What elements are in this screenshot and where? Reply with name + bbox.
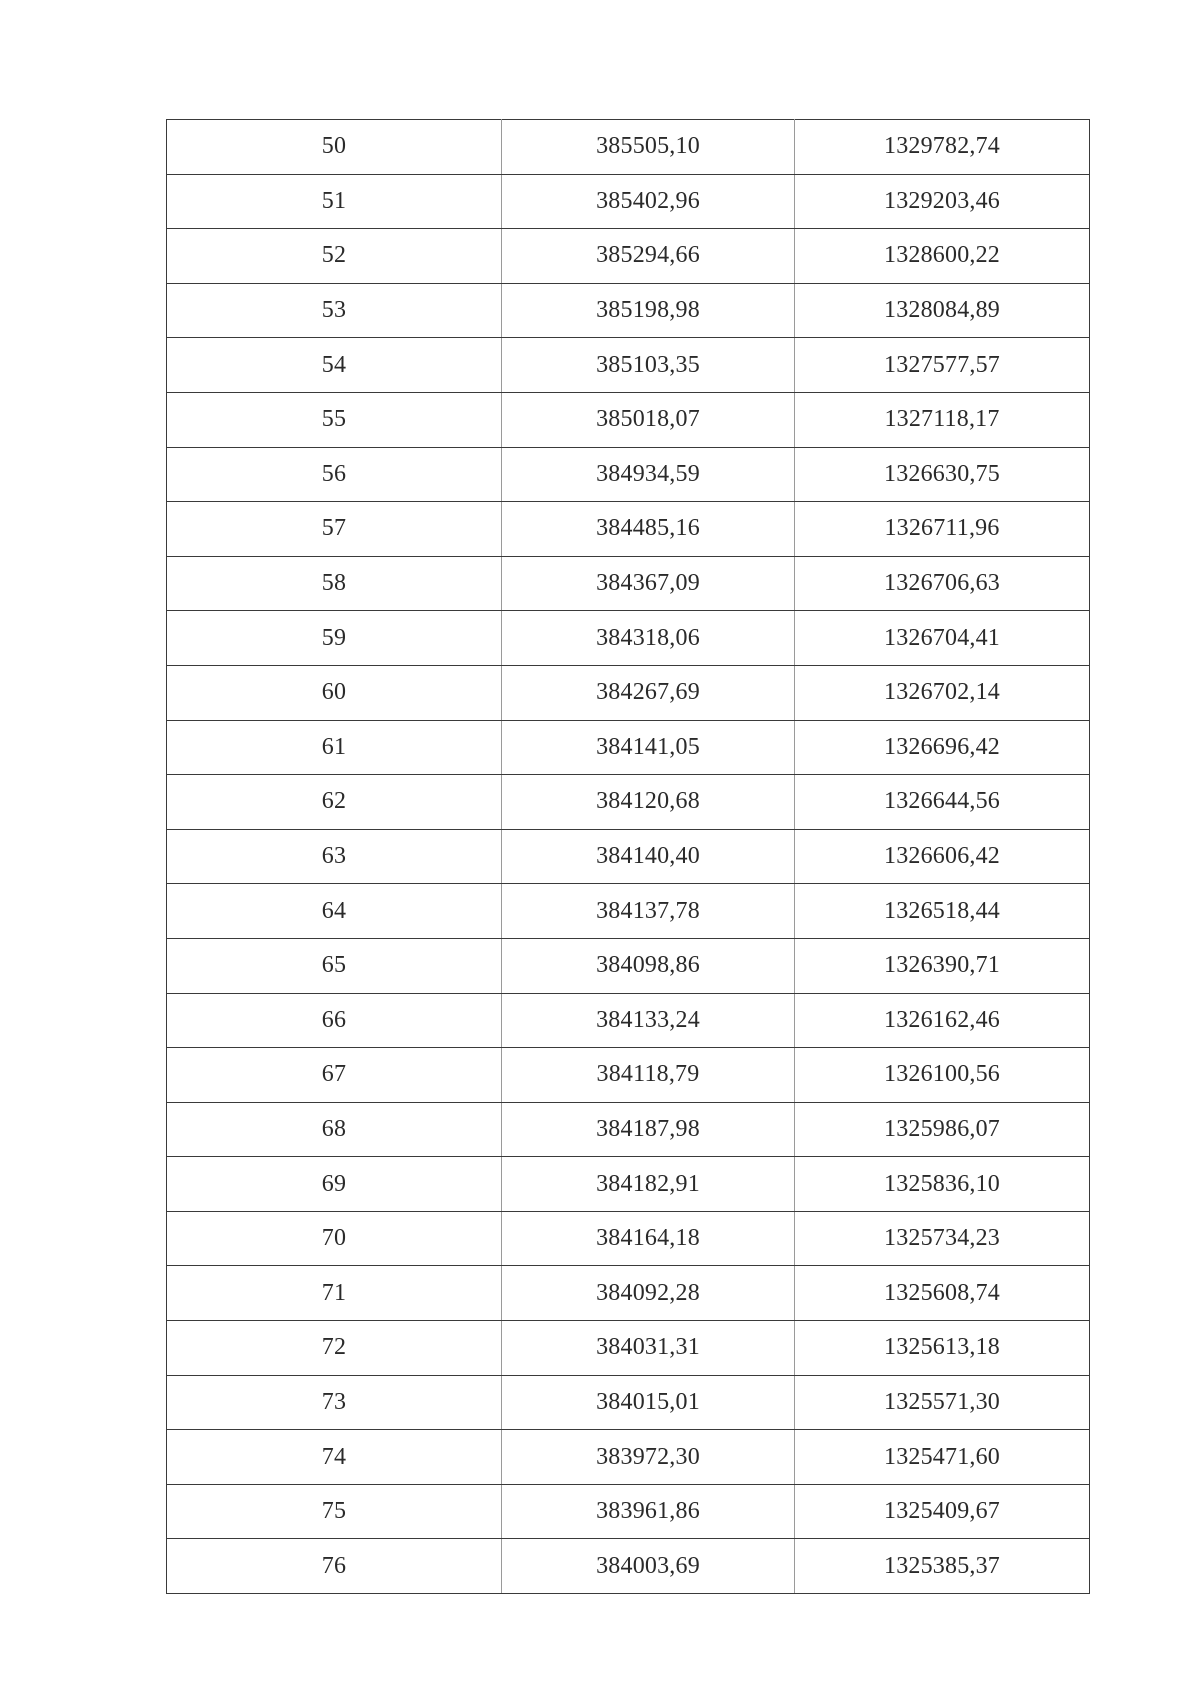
table-row (167, 1266, 1090, 1321)
table-row (167, 229, 1090, 284)
table-row (167, 1321, 1090, 1376)
table-row (167, 1157, 1090, 1212)
point-number-cell: 60 (167, 665, 502, 720)
point-number-cell: 67 (167, 1048, 502, 1103)
point-number-cell: 69 (167, 1157, 502, 1212)
point-number-cell: 62 (167, 775, 502, 830)
y-coordinate-cell: 1329203,46 (795, 174, 1090, 229)
y-coordinate-cell: 1325471,60 (795, 1430, 1090, 1485)
x-coordinate-cell: 384267,69 (502, 665, 795, 720)
x-coordinate-cell: 384133,24 (502, 993, 795, 1048)
point-number-cell: 61 (167, 720, 502, 775)
x-coordinate-cell: 383961,86 (502, 1484, 795, 1539)
x-coordinate-cell: 384137,78 (502, 884, 795, 939)
y-coordinate-cell: 1329782,74 (795, 120, 1090, 175)
point-number-cell: 65 (167, 938, 502, 993)
x-coordinate-cell: 384187,98 (502, 1102, 795, 1157)
x-coordinate-cell: 385402,96 (502, 174, 795, 229)
point-number-cell: 76 (167, 1539, 502, 1594)
y-coordinate-cell: 1325836,10 (795, 1157, 1090, 1212)
table-row (167, 392, 1090, 447)
y-coordinate-cell: 1327118,17 (795, 392, 1090, 447)
y-coordinate-cell: 1325986,07 (795, 1102, 1090, 1157)
y-coordinate-cell: 1326702,14 (795, 665, 1090, 720)
y-coordinate-cell: 1326606,42 (795, 829, 1090, 884)
table-row (167, 283, 1090, 338)
table-row (167, 611, 1090, 666)
point-number-cell: 59 (167, 611, 502, 666)
table-row (167, 174, 1090, 229)
point-number-cell: 56 (167, 447, 502, 502)
y-coordinate-cell: 1328084,89 (795, 283, 1090, 338)
x-coordinate-cell: 384003,69 (502, 1539, 795, 1594)
x-coordinate-cell: 385018,07 (502, 392, 795, 447)
x-coordinate-cell: 384934,59 (502, 447, 795, 502)
point-number-cell: 63 (167, 829, 502, 884)
x-coordinate-cell: 384092,28 (502, 1266, 795, 1321)
x-coordinate-cell: 384120,68 (502, 775, 795, 830)
table-row (167, 938, 1090, 993)
point-number-cell: 73 (167, 1375, 502, 1430)
table-row (167, 120, 1090, 175)
point-number-cell: 58 (167, 556, 502, 611)
table-row (167, 1211, 1090, 1266)
table-row (167, 447, 1090, 502)
point-number-cell: 75 (167, 1484, 502, 1539)
y-coordinate-cell: 1326630,75 (795, 447, 1090, 502)
coordinates-table-body (167, 120, 1090, 1594)
x-coordinate-cell: 384485,16 (502, 502, 795, 557)
y-coordinate-cell: 1328600,22 (795, 229, 1090, 284)
point-number-cell: 53 (167, 283, 502, 338)
x-coordinate-cell: 385505,10 (502, 120, 795, 175)
y-coordinate-cell: 1325409,67 (795, 1484, 1090, 1539)
y-coordinate-cell: 1326704,41 (795, 611, 1090, 666)
table-row (167, 1048, 1090, 1103)
x-coordinate-cell: 384015,01 (502, 1375, 795, 1430)
point-number-cell: 57 (167, 502, 502, 557)
y-coordinate-cell: 1326162,46 (795, 993, 1090, 1048)
y-coordinate-cell: 1326644,56 (795, 775, 1090, 830)
y-coordinate-cell: 1325613,18 (795, 1321, 1090, 1376)
y-coordinate-cell: 1325608,74 (795, 1266, 1090, 1321)
x-coordinate-cell: 384318,06 (502, 611, 795, 666)
x-coordinate-cell: 385198,98 (502, 283, 795, 338)
x-coordinate-cell: 384182,91 (502, 1157, 795, 1212)
y-coordinate-cell: 1326518,44 (795, 884, 1090, 939)
x-coordinate-cell: 384118,79 (502, 1048, 795, 1103)
table-row (167, 884, 1090, 939)
y-coordinate-cell: 1326100,56 (795, 1048, 1090, 1103)
y-coordinate-cell: 1326390,71 (795, 938, 1090, 993)
x-coordinate-cell: 385103,35 (502, 338, 795, 393)
y-coordinate-cell: 1327577,57 (795, 338, 1090, 393)
y-coordinate-cell: 1325385,37 (795, 1539, 1090, 1594)
x-coordinate-cell: 384367,09 (502, 556, 795, 611)
table-row (167, 1102, 1090, 1157)
point-number-cell: 50 (167, 120, 502, 175)
table-row (167, 1430, 1090, 1485)
point-number-cell: 55 (167, 392, 502, 447)
point-number-cell: 68 (167, 1102, 502, 1157)
table-row (167, 1484, 1090, 1539)
x-coordinate-cell: 384140,40 (502, 829, 795, 884)
point-number-cell: 70 (167, 1211, 502, 1266)
table-row (167, 720, 1090, 775)
y-coordinate-cell: 1325571,30 (795, 1375, 1090, 1430)
x-coordinate-cell: 384141,05 (502, 720, 795, 775)
table-row (167, 775, 1090, 830)
point-number-cell: 72 (167, 1321, 502, 1376)
x-coordinate-cell: 384098,86 (502, 938, 795, 993)
table-row (167, 665, 1090, 720)
table-row (167, 502, 1090, 557)
point-number-cell: 51 (167, 174, 502, 229)
table-row (167, 556, 1090, 611)
y-coordinate-cell: 1325734,23 (795, 1211, 1090, 1266)
point-number-cell: 54 (167, 338, 502, 393)
table-row (167, 1539, 1090, 1594)
point-number-cell: 52 (167, 229, 502, 284)
point-number-cell: 71 (167, 1266, 502, 1321)
x-coordinate-cell: 383972,30 (502, 1430, 795, 1485)
table-row (167, 338, 1090, 393)
y-coordinate-cell: 1326706,63 (795, 556, 1090, 611)
x-coordinate-cell: 384164,18 (502, 1211, 795, 1266)
x-coordinate-cell: 385294,66 (502, 229, 795, 284)
point-number-cell: 66 (167, 993, 502, 1048)
coordinates-table (166, 119, 1090, 1594)
y-coordinate-cell: 1326696,42 (795, 720, 1090, 775)
table-row (167, 1375, 1090, 1430)
table-row (167, 993, 1090, 1048)
table-row (167, 829, 1090, 884)
x-coordinate-cell: 384031,31 (502, 1321, 795, 1376)
y-coordinate-cell: 1326711,96 (795, 502, 1090, 557)
point-number-cell: 74 (167, 1430, 502, 1485)
point-number-cell: 64 (167, 884, 502, 939)
